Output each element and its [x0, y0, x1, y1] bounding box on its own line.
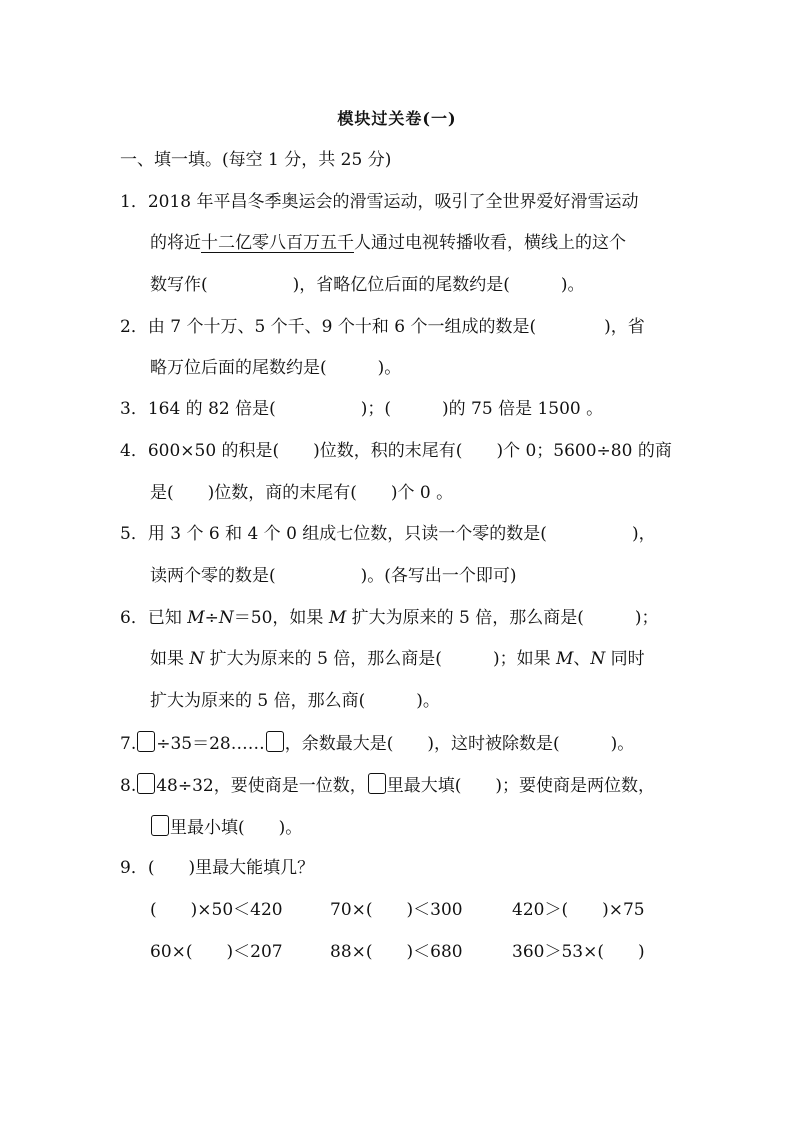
- inequality-item: 420＞( )×75: [512, 900, 645, 920]
- question-1-text: 的将近: [150, 233, 201, 253]
- question-6-text: 、: [573, 649, 591, 669]
- question-8-line-1: [120, 773, 655, 798]
- question-8-line-2: [150, 815, 302, 840]
- blank-box[interactable]: [137, 731, 155, 752]
- question-6-text: 6．已知: [120, 608, 188, 628]
- question-4-line-1: 4．600×50 的积是( )位数，积的末尾有( )个 0；5600÷80 的商: [120, 441, 672, 461]
- question-2-line-1: 2．由 7 个十万、5 个千、9 个十和 6 个一组成的数是( )，省: [120, 317, 645, 337]
- question-4-line-2: 是( )位数，商的末尾有( )个 0 。: [150, 483, 454, 503]
- question-8-text: 里最小填( )。: [170, 818, 303, 838]
- question-6-text: 扩大为原来的 5 倍，那么商是( )；如果: [204, 649, 556, 669]
- variable-n: N: [218, 608, 234, 628]
- question-1-line-2: [150, 231, 626, 255]
- question-5-line-2: 读两个零的数是( )。(各写出一个即可): [150, 566, 517, 586]
- question-6-text: 同时: [605, 649, 645, 669]
- inequality-item: 70×( )＜300: [330, 900, 463, 920]
- variable-m: M: [555, 649, 574, 669]
- question-2-line-2: 略万位后面的尾数约是( )。: [150, 358, 402, 378]
- blank-box[interactable]: [137, 773, 155, 794]
- variable-n: N: [189, 649, 205, 669]
- question-9-line-1: 9．( )里最大能填几？: [120, 858, 315, 878]
- question-8-number: 8.: [120, 776, 137, 796]
- underlined-number-words: 十二亿零八百万五千: [201, 233, 354, 253]
- blank-box[interactable]: [151, 815, 169, 836]
- question-3-line-1: 3．164 的 82 倍是( )；( )的 75 倍是 1500 。: [120, 399, 604, 419]
- question-6-line-2: [150, 647, 645, 671]
- question-1-text-tail: 人通过电视转播收看，横线上的这个: [354, 233, 626, 253]
- section-heading: 一、填一填。(每空 1 分，共 25 分): [120, 150, 392, 170]
- inequality-item: ( )×50＜420: [150, 900, 283, 920]
- page-title: 模块过关卷(一): [337, 109, 457, 128]
- question-8-text: 48÷32，要使商是一位数，: [156, 776, 367, 796]
- question-1-line-3: 数写作( )，省略亿位后面的尾数约是( )。: [150, 275, 585, 295]
- inequality-item: 60×( )＜207: [150, 942, 283, 962]
- variable-m: M: [187, 608, 205, 628]
- variable-m: M: [328, 608, 347, 628]
- inequality-item: 88×( )＜680: [330, 942, 463, 962]
- question-7-line-1: [120, 731, 634, 756]
- question-6-text: 如果: [150, 649, 190, 669]
- question-6-text: ＝50，如果: [233, 608, 329, 628]
- question-8-text: 里最大填( )；要使商是两位数，: [386, 776, 656, 796]
- inequality-item: 360＞53×( ): [512, 942, 645, 962]
- question-7-text: ÷35＝28……: [156, 734, 265, 754]
- question-7-text: ，余数最大是( )，这时被除数是( )。: [284, 734, 635, 754]
- variable-n: N: [590, 649, 606, 669]
- blank-box[interactable]: [266, 731, 284, 752]
- question-6-line-3: 扩大为原来的 5 倍，那么商( )。: [150, 691, 440, 711]
- division-sign: ÷: [204, 608, 219, 628]
- question-6-line-1: [120, 606, 659, 630]
- question-7-number: 7.: [120, 734, 137, 754]
- question-6-text: 扩大为原来的 5 倍，那么商是( )；: [346, 608, 659, 628]
- question-1-line-1: 1．2018 年平昌冬季奥运会的滑雪运动，吸引了全世界爱好滑雪运动: [120, 192, 639, 212]
- blank-box[interactable]: [368, 773, 386, 794]
- question-5-line-1: 5．用 3 个 6 和 4 个 0 组成七位数，只读一个零的数是( )，: [120, 524, 656, 544]
